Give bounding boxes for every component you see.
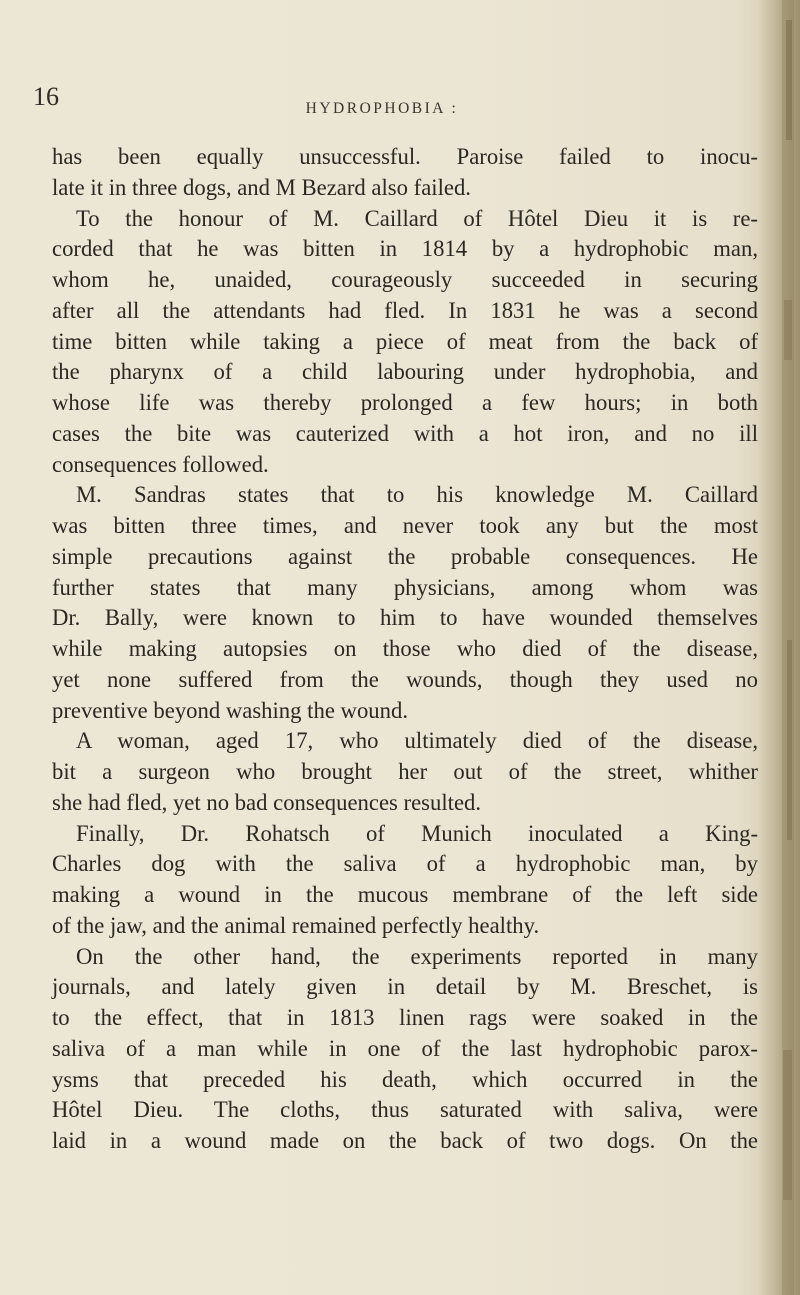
text-line: On the other hand, the experiments reported in many: [76, 943, 758, 969]
text-line: while making autopsies on those who died of the disease,: [52, 636, 758, 661]
text-line: was bitten three times, and never took any but the most: [52, 513, 758, 538]
paragraph: [52, 942, 758, 1157]
body-text: [52, 142, 758, 1157]
text-line: the pharynx of a child labouring under hydrophobia, and: [52, 359, 758, 385]
page-number: 16: [33, 82, 59, 111]
text-line: consequences followed.: [52, 451, 269, 477]
text-line: after all the attendants had fled. In 1831 he was a second: [52, 297, 758, 323]
paragraph: [52, 480, 758, 726]
running-head: HYDROPHOBIA :: [305, 100, 459, 117]
text-line: simple precautions against the probable consequences. He: [52, 543, 758, 569]
text-line: A woman, aged 17, who ultimately died of the disease,: [76, 728, 758, 754]
text-line: laid in a wound made on the back of two dogs. On the: [52, 1128, 758, 1153]
text-line: of the jaw, and the animal remained perfectly healthy.: [52, 912, 540, 938]
text-line: Finally, Dr. Rohatsch of Munich inoculated a King-: [76, 820, 758, 846]
paragraph: [52, 819, 758, 942]
text-line: yet none suffered from the wounds, though they used no: [52, 666, 758, 692]
text-line: to the effect, that in 1813 linen rags were soaked in the: [52, 1005, 758, 1030]
text-line: whose life was thereby prolonged a few hours; in both: [52, 390, 758, 415]
text-line: Hôtel Dieu. The cloths, thus saturated with saliva, were: [52, 1097, 758, 1123]
text-line: making a wound in the mucous membrane of the left side: [52, 882, 758, 907]
paragraph: [52, 142, 758, 204]
text-line: preventive beyond washing the wound.: [52, 697, 408, 723]
text-line: Dr. Bally, were known to him to have wounded themselves: [52, 605, 758, 631]
paragraph: [52, 726, 758, 818]
text-line: journals, and lately given in detail by M. Breschet, is: [52, 974, 758, 1000]
text-line: bit a surgeon who brought her out of the street, whither: [52, 759, 758, 784]
text-line: To the honour of M. Caillard of Hôtel Dieu it is re-: [76, 205, 758, 231]
text-line: saliva of a man while in one of the last hydrophobic parox-: [52, 1035, 758, 1061]
text-line: M. Sandras states that to his knowledge M. Caillard: [76, 482, 758, 508]
text-line: whom he, unaided, courageously succeeded in securing: [52, 267, 758, 292]
paragraph: [52, 204, 758, 481]
text-line: further states that many physicians, among whom was: [52, 574, 758, 600]
text-line: late it in three dogs, and M Bezard also failed.: [52, 174, 471, 200]
text-line: Charles dog with the saliva of a hydrophobic man, by: [52, 851, 758, 877]
text-line: time bitten while taking a piece of meat from the back of: [52, 328, 758, 354]
text-line: she had fled, yet no bad consequences resulted.: [52, 789, 482, 815]
text-line: corded that he was bitten in 1814 by a hydrophobic man,: [52, 236, 758, 262]
text-line: ysms that preceded his death, which occurred in the: [52, 1066, 758, 1092]
text-line: has been equally unsuccessful. Paroise failed to inocu-: [52, 144, 758, 169]
text-line: cases the bite was cauterized with a hot iron, and no ill: [52, 420, 758, 446]
page-edge-binding: [768, 0, 794, 1295]
